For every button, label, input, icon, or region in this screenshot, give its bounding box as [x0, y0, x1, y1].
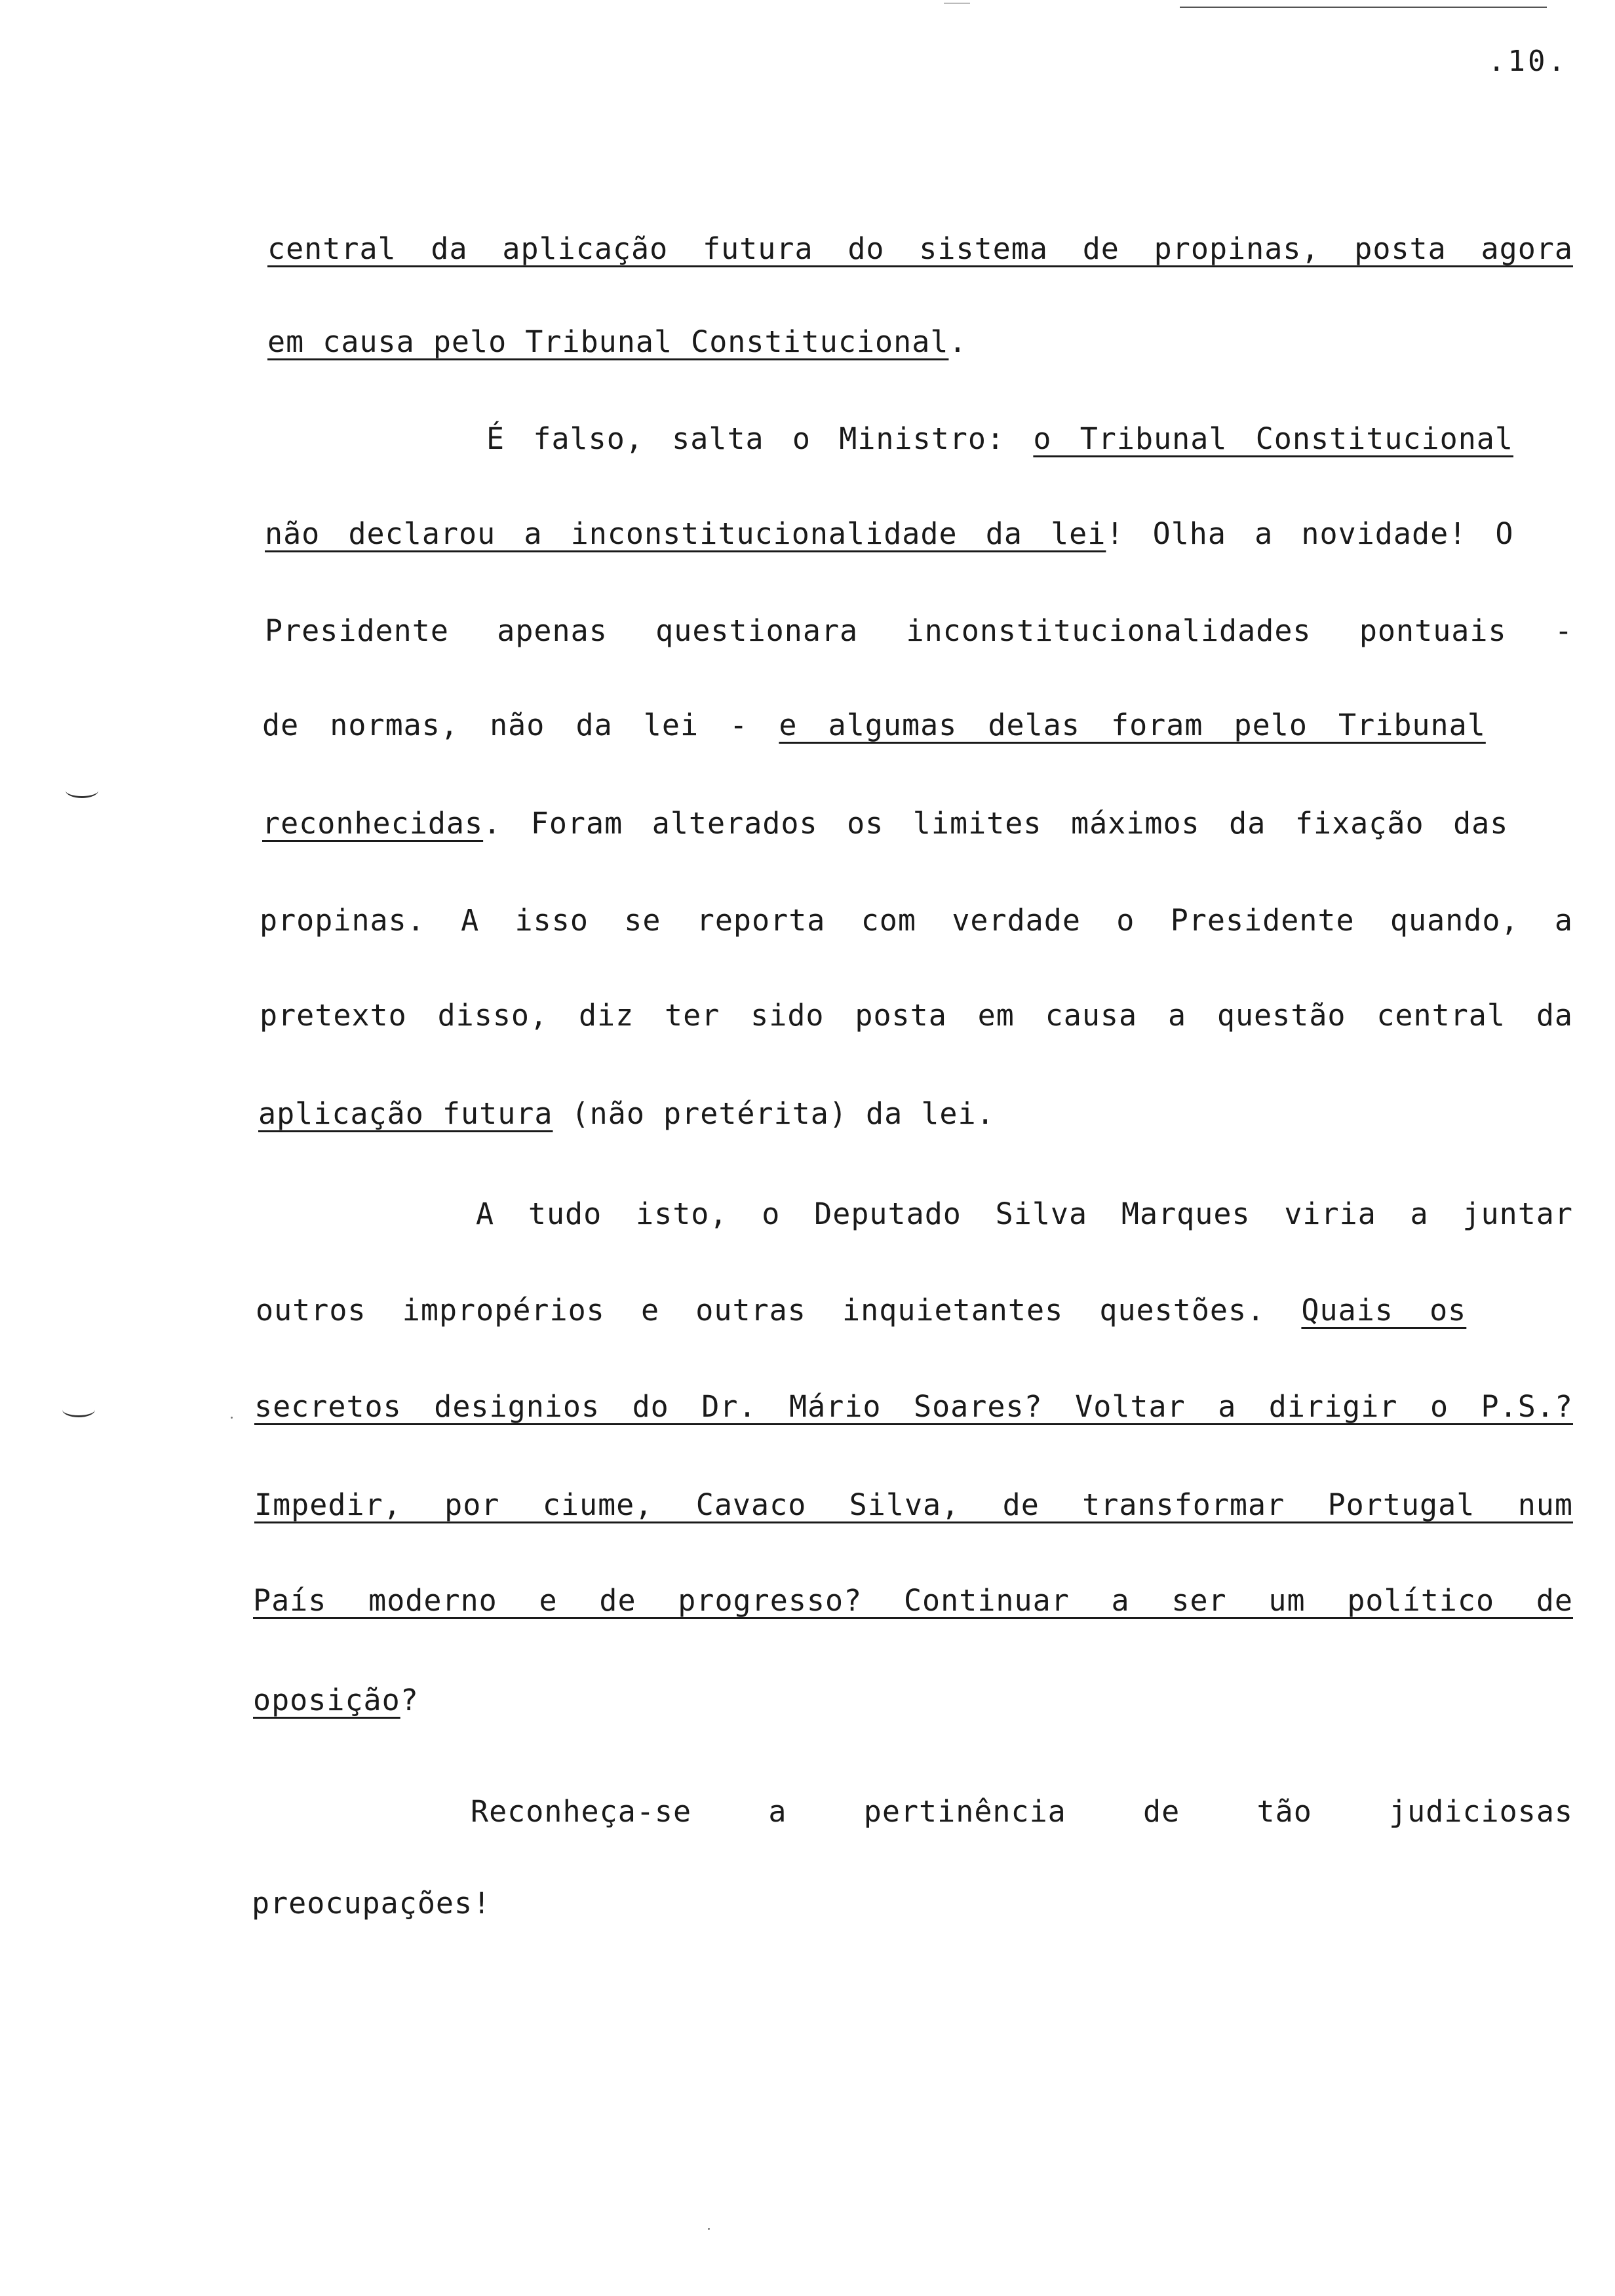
underlined-text: reconhecidas [262, 806, 484, 841]
text: propinas. A isso se reporta com verdade o Presidente quando, a [260, 903, 1573, 938]
underlined-text: País moderno e de progresso? Continuar a ser um político de [253, 1583, 1573, 1618]
text: A tudo isto, o Deputado Silva Marques viria a juntar [476, 1196, 1573, 1231]
text-line [0, 1482, 1615, 1528]
text-line [0, 1191, 1615, 1237]
margin-mark [66, 783, 98, 798]
text: Presidente apenas questionara inconstitucionalidades pontuais - [265, 613, 1573, 648]
text-line [0, 702, 1615, 748]
text-line [0, 1578, 1615, 1624]
underlined-text: secretos designios do Dr. Mário Soares? Voltar a dirigir o P.S.? [254, 1389, 1573, 1424]
text-line [0, 1677, 1615, 1723]
underlined-text: o Tribunal Constitucional [1033, 421, 1513, 456]
scan-mark [944, 3, 970, 4]
text-line [0, 993, 1615, 1039]
underlined-text: Quais os [1301, 1293, 1467, 1328]
text: Reconheça-se a pertinência de tão judiciosas [471, 1794, 1573, 1829]
text-line [0, 801, 1615, 847]
text-line [0, 1881, 1615, 1926]
text: ? [400, 1683, 419, 1717]
text-line [0, 511, 1615, 557]
text: preocupações! [252, 1886, 492, 1921]
text: É falso, salta o Ministro: [486, 421, 1034, 456]
header-rule [1180, 7, 1547, 8]
underlined-text: e algumas delas foram pelo Tribunal [779, 708, 1486, 742]
text-line [0, 319, 1615, 365]
text-line [0, 1288, 1615, 1333]
text-line [0, 226, 1615, 272]
text-line [0, 1789, 1615, 1835]
text: pretexto disso, diz ter sido posta em causa a questão central da [260, 998, 1573, 1033]
underlined-text: aplicação futura [258, 1096, 553, 1131]
text-line [0, 1384, 1615, 1430]
text-line [0, 608, 1615, 654]
underlined-text: Impedir, por ciume, Cavaco Silva, de transformar Portugal num [254, 1487, 1573, 1522]
text-line [0, 1091, 1615, 1137]
text-line [0, 416, 1615, 462]
page-number: .10. [1488, 45, 1568, 78]
text: (não pretérita) da lei. [553, 1096, 995, 1131]
text: outros impropérios e outras inquietantes questões. [256, 1293, 1302, 1328]
text: . Foram alterados os limites máximos da fixação das [483, 806, 1509, 841]
underlined-text: em causa pelo Tribunal Constitucional [267, 324, 949, 359]
scan-speck [708, 2228, 710, 2230]
text: ! Olha a novidade! O [1106, 516, 1514, 551]
underlined-text: não declarou a inconstitucionalidade da lei [265, 516, 1106, 551]
text-line [0, 898, 1615, 944]
underlined-text: oposição [253, 1683, 400, 1717]
text: de normas, não da lei - [262, 708, 779, 742]
text: . [948, 324, 967, 359]
underlined-text: central da aplicação futura do sistema de propinas, posta agora [267, 231, 1573, 266]
